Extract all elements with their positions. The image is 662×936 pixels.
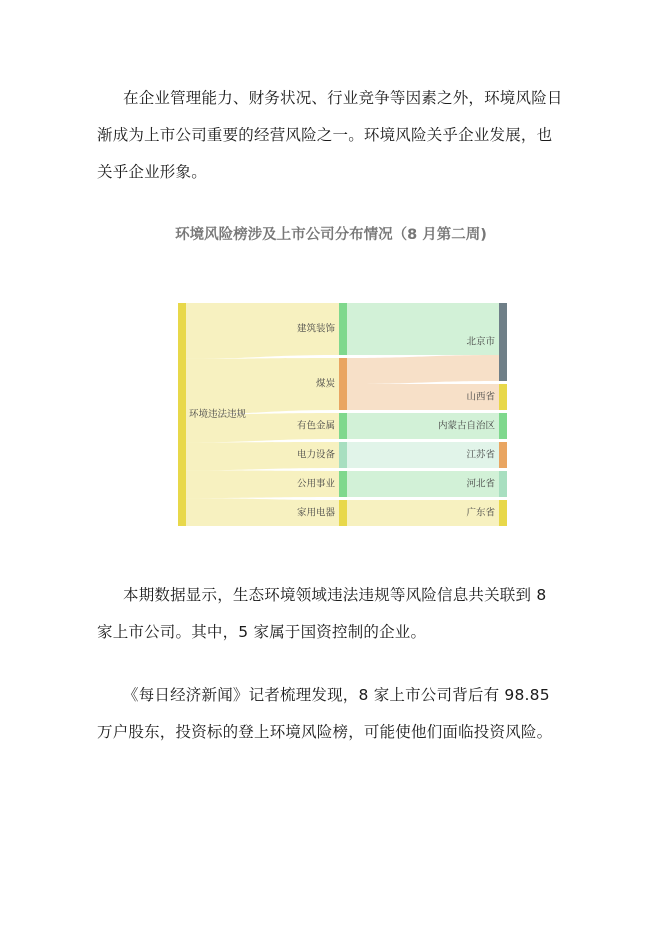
sankey-node [178, 303, 186, 526]
sankey-node-label: 内蒙古自治区 [437, 420, 495, 432]
sankey-node [339, 413, 347, 439]
sankey-node [339, 500, 347, 526]
sankey-node-label: 电力设备 [296, 449, 335, 461]
sankey-node [339, 471, 347, 497]
paragraph-shareholders: 《每日经济新闻》记者梳理发现，8 家上市公司背后有 98.85 万户股东，投资标的登上环境风险榜，可能使他们面临投资风险。 [97, 686, 553, 741]
sankey-node [339, 303, 347, 355]
paragraph-intro: 在企业管理能力、财务状况、行业竞争等因素之外，环境风险日渐成为上市公司重要的经营风险之一。环境风险关乎企业发展，也关乎企业形象。 [97, 89, 563, 181]
sankey-node-label: 煤炭 [315, 378, 335, 390]
sankey-node [499, 384, 507, 410]
sankey-node [339, 358, 347, 410]
sankey-node [499, 471, 507, 497]
sankey-node-label: 河北省 [466, 478, 495, 490]
sankey-node-label: 公用事业 [296, 478, 335, 490]
sankey-link [347, 355, 499, 384]
sankey-node [499, 303, 507, 381]
sankey-node [499, 413, 507, 439]
sankey-node-label: 山西省 [466, 391, 495, 403]
sankey-node-label: 建筑装饰 [296, 323, 335, 335]
sankey-node-label: 家用电器 [296, 507, 335, 519]
sankey-node [499, 442, 507, 468]
chart-title: 环境风险榜涉及上市公司分布情况（8 月第二周) [175, 227, 487, 243]
sankey-node-label: 环境违法违规 [189, 409, 247, 420]
sankey-node [339, 442, 347, 468]
sankey-node [499, 500, 507, 526]
sankey-node-label: 江苏省 [466, 449, 495, 461]
sankey-chart [0, 290, 662, 550]
sankey-node-label: 北京市 [466, 336, 495, 348]
sankey-node-label: 有色金属 [296, 420, 335, 432]
sankey-node-label: 广东省 [466, 507, 495, 519]
paragraph-data-summary: 本期数据显示，生态环境领域违法违规等风险信息共关联到 8 家上市公司。其中，5 家属于国资控制的企业。 [97, 586, 547, 641]
